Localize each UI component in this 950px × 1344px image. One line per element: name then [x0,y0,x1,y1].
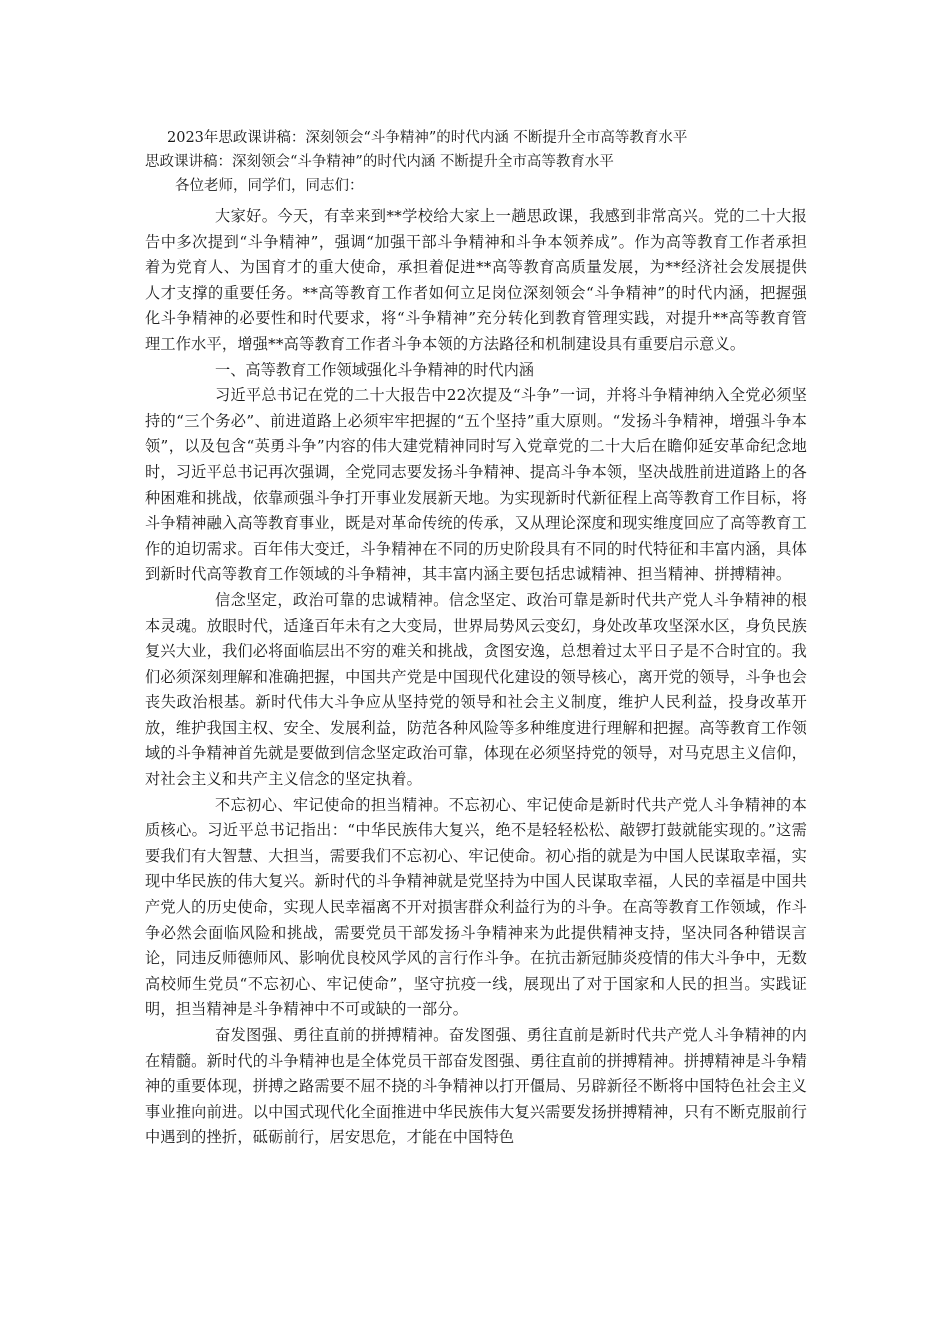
body-paragraph: 奋发图强、勇往直前的拼搏精神。奋发图强、勇往直前是新时代共产党人斗争精神的内在精髓。新时代的斗争精神也是全体党员干部奋发图强、勇往直前的拼搏精神。拼搏精神是斗争精神的重要体现，拼搏之路需要不屈不挠的斗争精神以打开僵局、另辟新径不断将中国特色社会主义事业推向前进。以中国式现代化全面推进中华民族伟大复兴需要发扬拼搏精神，只有不断克服前行中遇到的挫折，砥砺前行，居安思危，才能在中国特色 [145,1026,807,1147]
body-paragraph: 不忘初心、牢记使命的担当精神。不忘初心、牢记使命是新时代共产党人斗争精神的本质核心。习近平总书记指出：“中华民族伟大复兴，绝不是轻轻松松、敲锣打鼓就能实现的。”这需要我们有大智慧、大担当，需要我们不忘初心、牢记使命。初心指的就是为中国人民谋取幸福，实现中华民族的伟大复兴。新时代的斗争精神就是党坚持为中国人民谋取幸福，人民的幸福是中国共产党人的历史使命，实现人民幸福离不开对损害群众利益行为的斗争。在高等教育工作领域，作斗争必然会面临风险和挑战，需要党员干部发扬斗争精神来为此提供精神支持，坚决同各种错误言论，同违反师德师风、影响优良校风学风的言行作斗争。在抗击新冠肺炎疫情的伟大斗争中，无数高校师生党员“不忘初心、牢记使命”，坚守抗疫一线，展现出了对于国家和人民的担当。实践证明，担当精神是斗争精神中不可或缺的一部分。 [145,795,807,1019]
body-paragraph: 信念坚定，政治可靠的忠诚精神。信念坚定、政治可靠是新时代共产党人斗争精神的根本灵魂。放眼时代，适逢百年未有之大变局，世界局势风云变幻，身处改革攻坚深水区，身负民族复兴大业，我们必将面临层出不穷的难关和挑战，贪图安逸，总想着过太平日子是不合时宜的。我们必须深刻理解和准确把握，中国共产党是中国现代化建设的领导核心，离开党的领导，斗争也会丧失政治根基。新时代伟大斗争应从坚持党的领导和社会主义制度，维护人民利益，投身改革开放，维护我国主权、安全、发展利益，防范各种风险等多种维度进行理解和把握。高等教育工作领域的斗争精神首先就是要做到信念坚定政治可靠，体现在必须坚持党的领导，对马克思主义信仰，对社会主义和共产主义信念的坚定执着。 [145,590,807,789]
section-heading: 一、高等教育工作领域强化斗争精神的时代内涵 [215,360,534,379]
document-page [145,126,807,1151]
body-paragraph: 习近平总书记在党的二十大报告中22次提及“斗争”一词，并将斗争精神纳入全党必须坚持的“三个务必”、前进道路上必须牢牢把握的“五个坚持”重大原则。“发扬斗争精神，增强斗争本领”，以及包含“英勇斗争”内容的伟大建党精神同时写入党章党的二十大后在瞻仰延安革命纪念地时，习近平总书记再次强调，全党同志要发扬斗争精神、提高斗争本领，坚决战胜前进道路上的各种困难和挑战，依靠顽强斗争打开事业发展新天地。为实现新时代新征程上高等教育工作目标，将斗争精神融入高等教育事业，既是对革命传统的传承，又从理论深度和现实维度回应了高等教育工作的迫切需求。百年伟大变迁，斗争精神在不同的历史阶段具有不同的时代特征和丰富内涵，具体到新时代高等教育工作领域的斗争精神，其丰富内涵主要包括忠诚精神、担当精神、拼搏精神。 [145,386,807,584]
intro-paragraph: 大家好。今天，有幸来到**学校给大家上一趟思政课，我感到非常高兴。党的二十大报告中多次提到“斗争精神”，强调“加强干部斗争精神和斗争本领养成”。作为高等教育工作者承担着为党育人、为国育才的重大使命，承担着促进**高等教育高质量发展，为**经济社会发展提供人才支撑的重要任务。**高等教育工作者如何立足岗位深刻领会“斗争精神”的时代内涵，把握强化斗争精神的必要性和时代要求，将“斗争精神”充分转化到教育管理实践，对提升**高等教育管理工作水平，增强**高等教育工作者斗争本领的方法路径和机制建设具有重要启示意义。 [145,207,807,353]
document-title: 2023年思政课讲稿：深刻领会“斗争精神”的时代内涵 不断提升全市高等教育水平 [167,130,688,146]
salutation: 各位老师，同学们，同志们： [175,178,364,194]
document-subtitle: 思政课讲稿：深刻领会“斗争精神”的时代内涵 不断提升全市高等教育水平 [145,154,614,170]
